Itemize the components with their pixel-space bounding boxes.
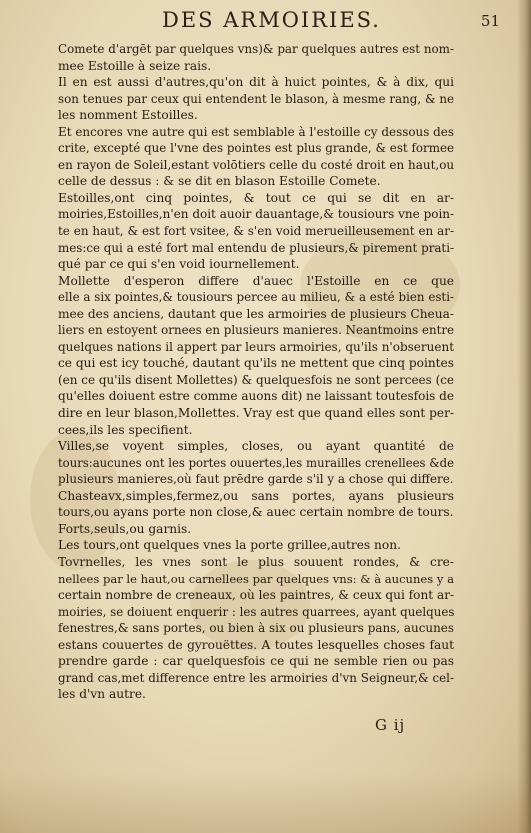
text-line: son tenues par ceux qui entendent le blason, à mesme rang, & ne	[58, 91, 454, 106]
text-block	[58, 41, 454, 703]
page-header	[60, 8, 500, 32]
page-edge-shadow	[517, 0, 531, 833]
text-line: Les tours,ont quelques vnes la porte grillee,autres non.	[58, 538, 401, 553]
text-line: Mollette d'esperon differe d'auec l'Estoille en ce que	[58, 273, 454, 288]
text-line: estans couuertes de gyrouëttes. A toutes lesquelles choses faut	[58, 637, 454, 652]
text-line: plusieurs manieres,où faut prēdre garde s'il y a chose qui differe.	[58, 472, 454, 487]
text-line: moiries, se doiuent enquerir : les autres quarrees, ayant quelques	[58, 604, 454, 619]
page-number: 51	[480, 12, 500, 30]
text-line: certain nombre de creneaux, où les paintres, & ceux qui font ar-	[58, 588, 454, 603]
text-line: Tovrnelles, les vnes sont le plus souuent rondes, & cre-	[58, 554, 454, 569]
text-line: les nomment Estoilles.	[58, 108, 198, 123]
text-line: mes:ce qui a esté fort mal entendu de plusieurs,& pirement prati-	[58, 240, 454, 255]
text-line: liers en estoyent ornees en plusieurs manieres. Neantmoins entre	[58, 323, 454, 338]
text-line: celle de dessus : & se dit en blason Estoille Comete.	[58, 174, 381, 189]
text-line: tours:aucunes ont les portes ouuertes,les murailles crenellees &de	[58, 455, 454, 470]
text-line: Et encores vne autre qui est semblable à l'estoille cy dessous des	[58, 124, 454, 139]
text-line: Villes,se voyent simples, closes, ou ayant quantité de	[58, 439, 454, 454]
text-line: (en ce qu'ils disent Mollettes) & quelquesfois ne sont percees (ce	[58, 372, 454, 387]
text-line: Estoilles,ont cinq pointes, & tout ce qui se dit en ar-	[58, 190, 454, 205]
text-line: grand cas,met difference entre les armoiries d'vn Seigneur,& cel-	[58, 670, 454, 685]
page-bottom-shade	[0, 773, 531, 833]
text-line: dire en leur blason,Mollettes. Vray est que quand elles sont per-	[58, 406, 454, 421]
text-line: nellees par le haut,ou carnellees par quelques vns: & à aucunes y a	[58, 571, 454, 586]
text-line: Forts,seuls,ou garnis.	[58, 521, 192, 536]
text-line: en rayon de Soleil,estant volōtiers celle du costé droit en haut,ou	[58, 157, 454, 172]
text-line: fenestres,& sans portes, ou bien à six ou plusieurs pans, aucunes	[58, 621, 454, 636]
text-line: Comete d'argēt par quelques vns)& par quelques autres est nom-	[58, 42, 454, 56]
text-line: mee des anciens, dautant que les armoiries de plusieurs Cheua-	[58, 306, 454, 321]
text-line: Il en est aussi d'autres,qu'on dit à huict pointes, & à dix, qui	[58, 75, 454, 90]
running-head: DES ARMOIRIES.	[162, 8, 381, 32]
text-line: les d'vn autre.	[58, 687, 146, 702]
text-line: cees,ils les specifient.	[58, 422, 193, 437]
signature-mark: G ij	[375, 716, 406, 734]
text-line: moiries,Estoilles,n'en doit auoir dauantage,& tousiours vne poin-	[58, 207, 454, 222]
text-line: prendre garde : car quelquesfois ce qui ne semble rien ou pas	[58, 654, 454, 669]
text-line: tours,ou ayans porte non close,& auec certain nombre de tours.	[58, 505, 454, 520]
text-line: qu'elles doiuent estre comme auons dit) ne laissant toutesfois de	[58, 389, 454, 404]
text-line: Chasteavx,simples,fermez,ou sans portes, ayans plusieurs	[58, 488, 454, 503]
text-line: ce qui est icy touché, dautant qu'ils ne mettent que cinq pointes	[58, 356, 454, 371]
text-line: crite, excepté que l'vne des pointes est plus grande, & est formee	[58, 141, 454, 156]
text-line: mee Estoille à seize rais.	[58, 58, 212, 73]
text-line: qué par ce qui s'en void iournellement.	[58, 257, 300, 272]
text-line: quelques nations il appert par leurs armoiries, qu'ils n'obseruent	[58, 339, 454, 354]
text-line: elle a six pointes,& tousiours percee au milieu, & a esté bien esti-	[58, 290, 454, 305]
text-line: te en haut, & est fort vsitee, & s'en void merueilleusement en ar-	[58, 224, 454, 239]
